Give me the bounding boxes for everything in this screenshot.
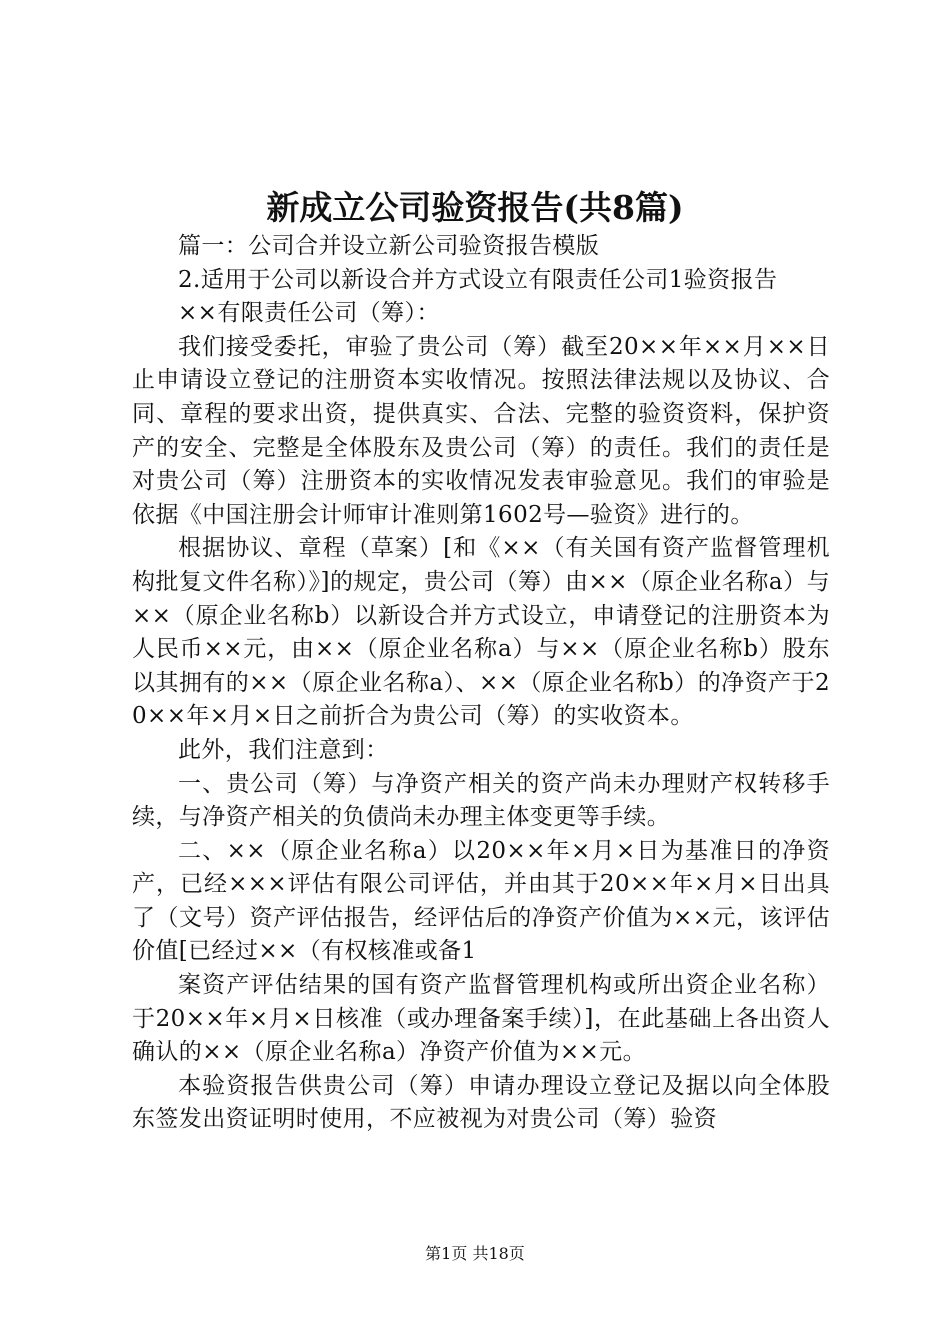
paragraph-note-two: 二、××（原企业名称a）以20××年×月×日为基准日的净资产，已经×××评估有限公司评估，并由其于20××年×月×日出具了（文号）资产评估报告，经评估后的净资产价值为××元，该评估价值[已经过××（有权核准或备1 (132, 837, 830, 965)
page-footer: 第1页 共18页 (425, 1244, 525, 1263)
document-body (132, 230, 830, 1137)
paragraph-usage: 本验资报告供贵公司（筹）申请办理设立登记及据以向全体股东签发出资证明时使用，不应被视为对贵公司（筹）验资 (132, 1072, 830, 1133)
paragraph-section-heading: 篇一：公司合并设立新公司验资报告模版 (178, 233, 600, 259)
paragraph-engagement: 我们接受委托，审验了贵公司（筹）截至20××年××月××日止申请设立登记的注册资本实收情况。按照法律法规以及协议、合同、章程的要求出资，提供真实、合法、完整的验资资料，保护资产的安全、完整是全体股东及贵公司（筹）的责任。我们的责任是对贵公司（筹）注册资本的实收情况发表审验意见。我们的审验是依据《中国注册会计师审计准则第1602号—验资》进行的。 (132, 333, 830, 528)
paragraph-addressee: ××有限责任公司（筹）： (178, 300, 440, 327)
paragraph-basis: 根据协议、章程（草案）[和《××（有关国有资产监督管理机构批复文件名称）》]的规定，贵公司（筹）由××（原企业名称a）与××（原企业名称b）以新设合并方式设立，申请登记的注册资本为人民币××元，由××（原企业名称a）与××（原企业名称b）股东以其拥有的××（原企业名称a）、××（原企业名称b）的净资产于20××年×月×日之前折合为贵公司（筹）的实收资本。 (132, 535, 830, 730)
paragraph-applicability: 2.适用于公司以新设合并方式设立有限责任公司1验资报告 (178, 266, 778, 293)
paragraph-note-two-continued: 案资产评估结果的国有资产监督管理机构或所出资企业名称）于20××年×月×日核准（或办理备案手续）]，在此基础上各出资人确认的××（原企业名称a）净资产价值为××元。 (132, 972, 830, 1066)
paragraph-note-one: 一、贵公司（筹）与净资产相关的资产尚未办理财产权转移手续，与净资产相关的负债尚未办理主体变更等手续。 (132, 770, 830, 831)
paragraph-notes-intro: 此外，我们注意到： (178, 736, 389, 763)
document-title: 新成立公司验资报告(共8篇) (266, 188, 684, 227)
